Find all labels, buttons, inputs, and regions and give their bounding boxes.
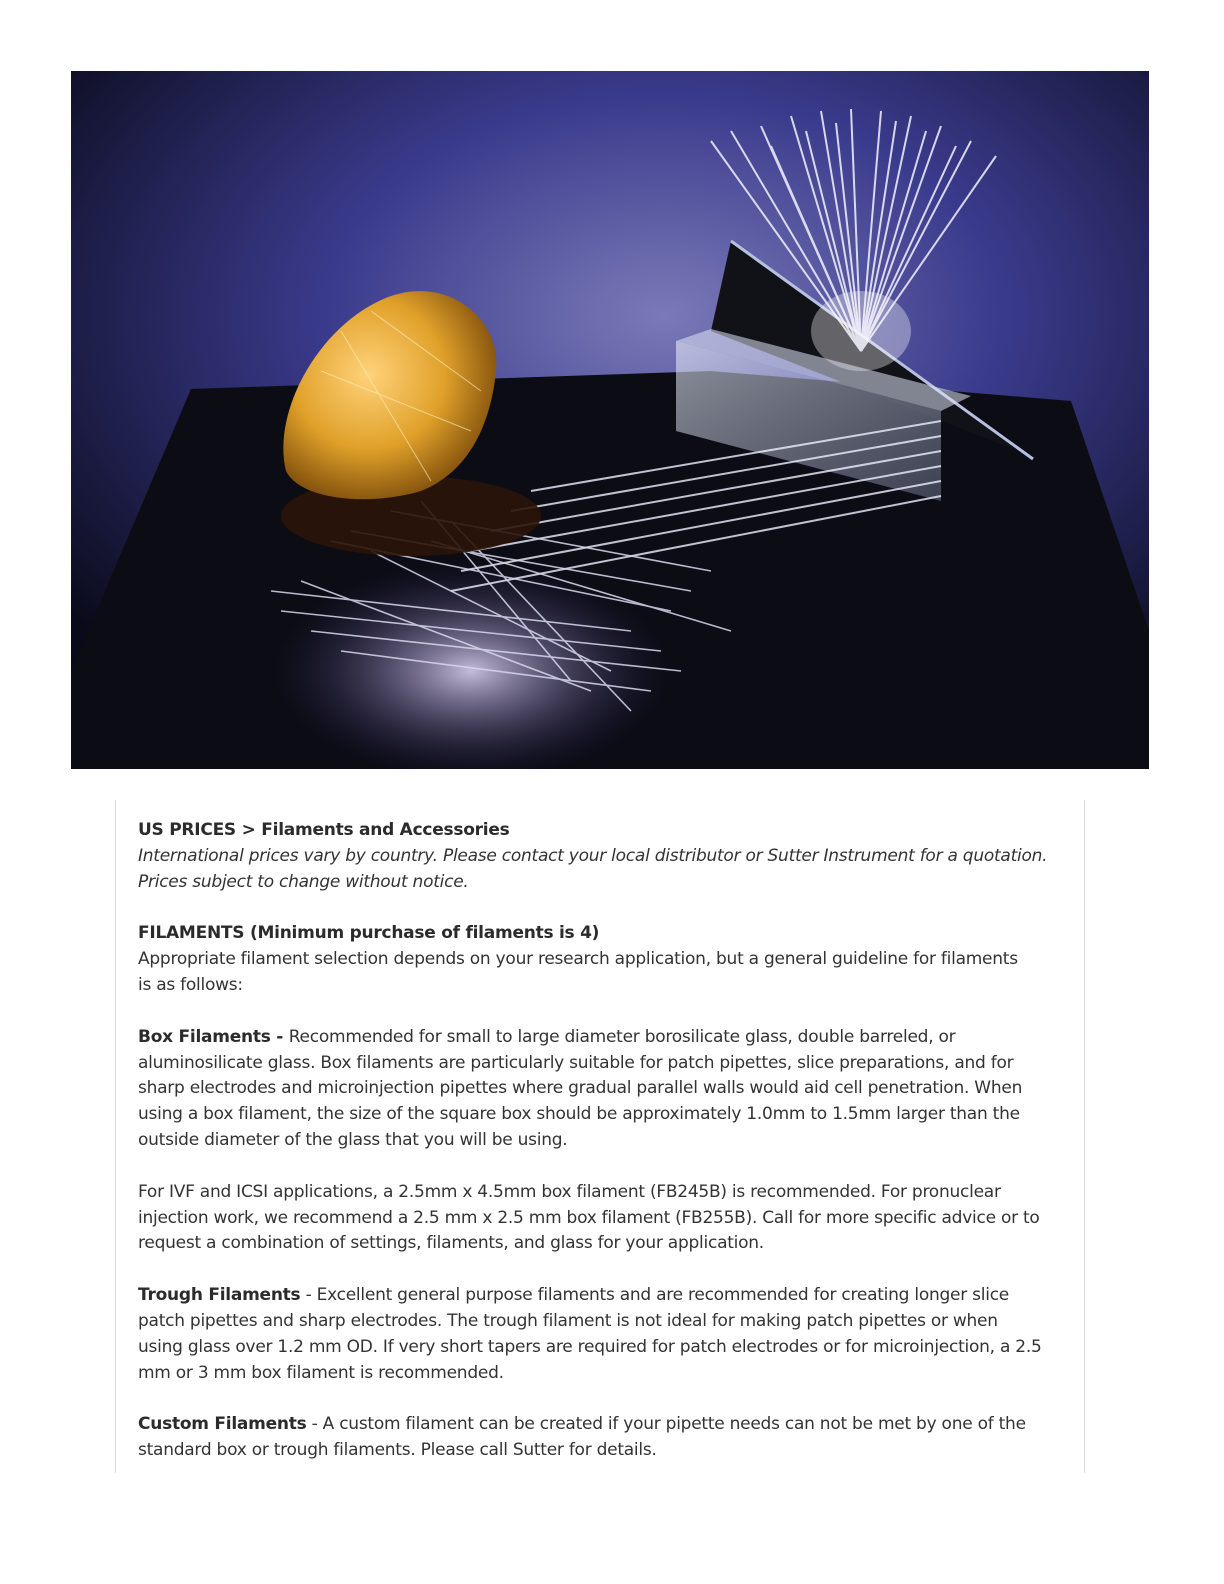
- filaments-intro-line-1: Appropriate filament selection depends on your research application, but a general guideline for filaments: [138, 949, 1018, 970]
- glass-filaments-photo: [71, 71, 1149, 769]
- header-block: [138, 818, 1062, 895]
- ivf-line-1: For IVF and ICSI applications, a 2.5mm x 4.5mm box filament (FB245B) is recommended. For pronuclear: [138, 1181, 1001, 1202]
- ivf-line-3: request a combination of settings, filaments, and glass for your application.: [138, 1233, 764, 1254]
- trough-filaments-line-3: using glass over 1.2 mm OD. If very short tapers are required for patch electrodes or for microinjection, a 2.5: [138, 1336, 1042, 1357]
- intl-notice-line-1: International prices vary by country. Please contact your local distributor or Sutter Instrument for a quotation.: [138, 845, 1048, 866]
- intl-notice-line-2: Prices subject to change without notice.: [138, 871, 469, 892]
- trough-filaments-block: [138, 1283, 1062, 1386]
- trough-filaments-label: Trough Filaments: [138, 1285, 301, 1306]
- box-filaments-line-5: outside diameter of the glass that you will be using.: [138, 1129, 568, 1150]
- trough-filaments-line-1: - Excellent general purpose filaments and are recommended for creating longer slice: [300, 1285, 1010, 1306]
- box-filaments-line-2: aluminosilicate glass. Box filaments are particularly suitable for patch pipettes, slice preparations, and for: [138, 1052, 1014, 1073]
- hero-image: [71, 71, 1149, 769]
- box-filaments-line-3: sharp electrodes and microinjection pipettes where gradual parallel walls would aid cell penetration. When: [138, 1078, 1023, 1099]
- ivf-block: [138, 1180, 1062, 1257]
- box-filaments-line-4: using a box filament, the size of the square box should be approximately 1.0mm to 1.5mm larger than the: [138, 1104, 1020, 1125]
- trough-filaments-line-2: patch pipettes and sharp electrodes. The trough filament is not ideal for making patch pipettes or when: [138, 1310, 998, 1331]
- box-filaments-line-1: Recommended for small to large diameter borosilicate glass, double barreled, or: [288, 1026, 956, 1047]
- box-filaments-block: [138, 1025, 1062, 1154]
- custom-filaments-label: Custom Filaments: [138, 1414, 307, 1435]
- breadcrumb: US PRICES > Filaments and Accessories: [138, 820, 510, 840]
- filaments-block: [138, 921, 1062, 998]
- custom-filaments-block: [138, 1412, 1062, 1464]
- custom-filaments-line-2: standard box or trough filaments. Please call Sutter for details.: [138, 1440, 657, 1461]
- box-filaments-label: Box Filaments -: [138, 1026, 289, 1047]
- custom-filaments-line-1: - A custom filament can be created if your pipette needs can not be met by one of the: [306, 1414, 1026, 1435]
- filaments-heading: FILAMENTS (Minimum purchase of filaments is 4): [138, 923, 600, 944]
- content-panel: [115, 800, 1085, 1473]
- ivf-line-2: injection work, we recommend a 2.5 mm x 2.5 mm box filament (FB255B). Call for more specific advice or to: [138, 1207, 1040, 1228]
- filaments-intro-line-2: is as follows:: [138, 974, 243, 995]
- trough-filaments-line-4: mm or 3 mm box filament is recommended.: [138, 1362, 504, 1383]
